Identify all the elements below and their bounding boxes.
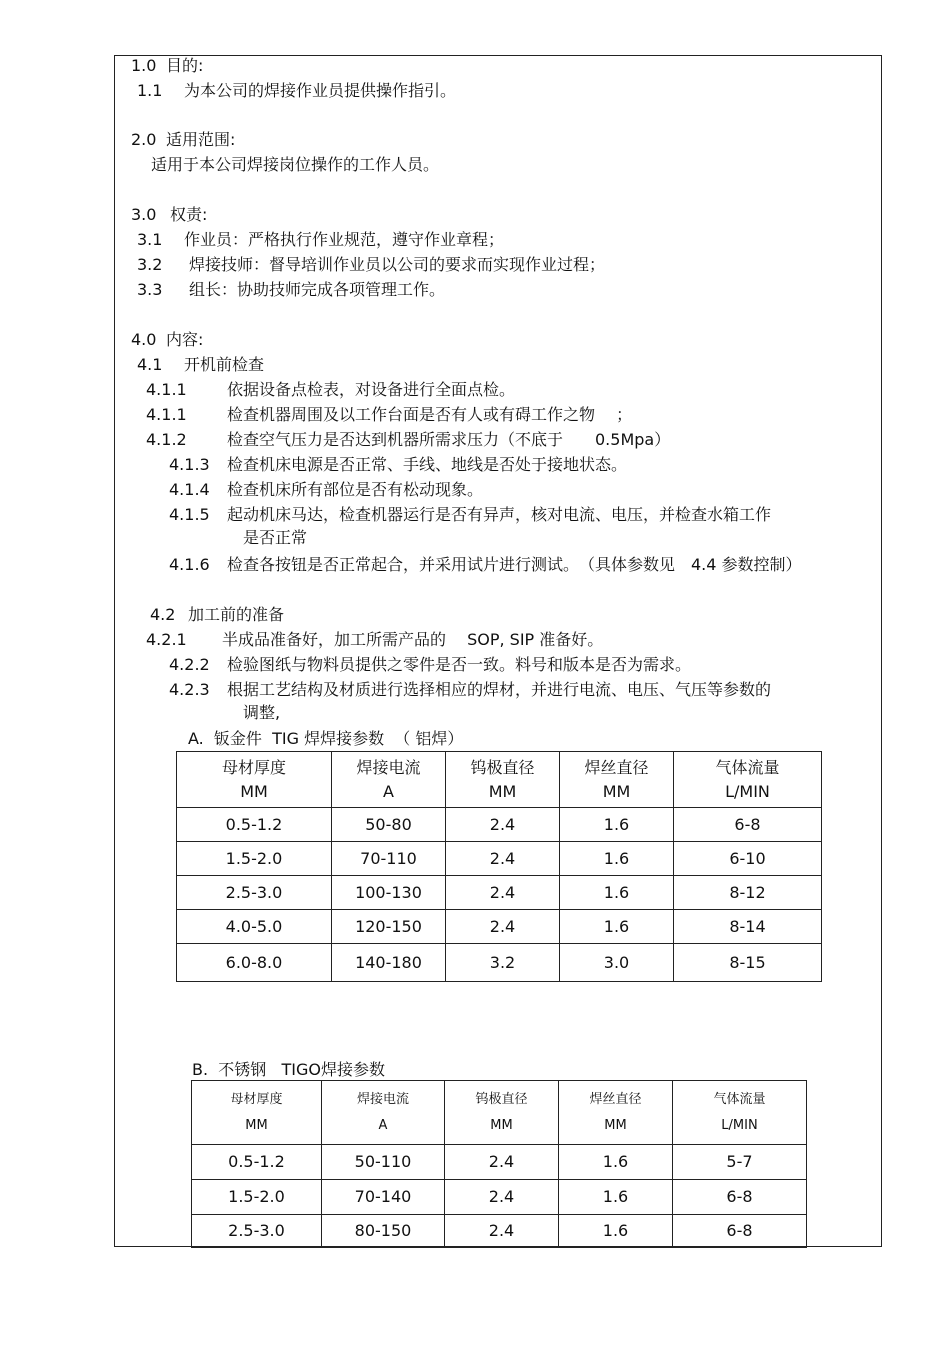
item-4-1-2-number: 4.1.2 [146,430,187,449]
table-cell: 1.5-2.0 [177,842,332,876]
subsection-4-2-number: 4.2 [150,605,176,624]
table-cell: 8-14 [674,910,822,944]
table-cell: 50-80 [332,808,446,842]
section-3-number: 3.0 [131,205,157,224]
item-4-2-3-text: 根据工艺结构及材质进行选择相应的焊材，并进行电流、电压、气压等参数的 [227,680,772,699]
table-cell: 2.4 [446,842,560,876]
table-row [177,910,822,944]
table-row [192,1180,807,1215]
table-cell: 0.5-1.2 [192,1145,322,1180]
section-2-text: 适用于本公司焊接岗位操作的工作人员。 [151,155,440,174]
section-2-title: 适用范围: [166,130,236,149]
table-cell: 6-8 [674,808,822,842]
table-cell: 2.4 [445,1145,559,1180]
section-2-number: 2.0 [131,130,157,149]
table-cell: 8-12 [674,876,822,910]
table-cell: 70-140 [322,1180,445,1215]
table-cell: 100-130 [332,876,446,910]
section-4-title: 内容: [166,330,204,349]
item-4-1-5-text-cont: 是否正常 [243,528,308,547]
item-4-1-1b-text: 检查机器周围及以工作台面是否有人或有碍工作之物 ； [227,405,633,424]
table-cell: 2.4 [445,1215,559,1248]
item-1-1-number: 1.1 [137,81,163,100]
table-header-row [177,752,822,808]
table-cell: 1.6 [560,876,674,910]
table-row [192,1215,807,1248]
table-cell: 1.6 [559,1145,673,1180]
item-4-2-3-text-cont: 调整, [243,703,281,722]
item-4-1-4-text: 检查机床所有部位是否有松动现象。 [227,480,484,499]
item-4-1-1a-text: 依据设备点检表，对设备进行全面点检。 [227,380,516,399]
header-wire-diameter: 焊丝直径 MM [559,1081,673,1145]
table-cell: 6-8 [673,1215,807,1248]
item-4-2-1-number: 4.2.1 [146,630,187,649]
item-4-2-2-text: 检验图纸与物料员提供之零件是否一致。料号和版本是否为需求。 [227,655,692,674]
item-4-1-1a-number: 4.1.1 [146,380,187,399]
table-header-row [192,1081,807,1145]
item-4-2-1-text: 半成品准备好，加工所需产品的 SOP, SIP 准备好。 [222,630,604,649]
header-wire-diameter: 焊丝直径 MM [560,752,674,808]
table-cell: 2.4 [446,910,560,944]
item-3-3-number: 3.3 [137,280,163,299]
table-cell: 70-110 [332,842,446,876]
tig-stainless-params-table [191,1080,807,1248]
table-cell: 2.5-3.0 [177,876,332,910]
item-3-1-text: 作业员：严格执行作业规范，遵守作业章程； [184,230,505,249]
table-cell: 2.5-3.0 [192,1215,322,1248]
table-cell: 6-10 [674,842,822,876]
table-row [177,944,822,982]
item-4-1-5-text: 起动机床马达，检查机器运行是否有异声，核对电流、电压，并检查水箱工作 [227,505,772,524]
item-4-1-4-number: 4.1.4 [169,480,210,499]
header-current: 焊接电流 A [332,752,446,808]
item-4-1-3-text: 检查机床电源是否正常、手线、地线是否处于接地状态。 [227,455,628,474]
header-gas-flow: 气体流量 L/MIN [674,752,822,808]
header-tungsten-diameter: 钨极直径 MM [445,1081,559,1145]
item-4-2-3-number: 4.2.3 [169,680,210,699]
table-cell: 120-150 [332,910,446,944]
table-cell: 2.4 [445,1180,559,1215]
item-3-1-number: 3.1 [137,230,163,249]
table-cell: 50-110 [322,1145,445,1180]
header-thickness: 母材厚度 MM [177,752,332,808]
table-cell: 6.0-8.0 [177,944,332,982]
table-cell: 3.0 [560,944,674,982]
item-4-1-5-number: 4.1.5 [169,505,210,524]
subsection-4-1-title: 开机前检查 [184,355,265,374]
table-row [177,876,822,910]
table-cell: 1.6 [560,808,674,842]
table-cell: 6-8 [673,1180,807,1215]
table-cell: 2.4 [446,808,560,842]
table-cell: 1.6 [559,1215,673,1248]
table-cell: 3.2 [446,944,560,982]
item-3-2-number: 3.2 [137,255,163,274]
table-cell: 1.5-2.0 [192,1180,322,1215]
item-4-1-2-text: 检查空气压力是否达到机器所需求压力（不底于 0.5Mpa） [227,430,671,449]
item-4-1-6-number: 4.1.6 [169,555,210,574]
table-cell: 8-15 [674,944,822,982]
item-3-3-text: 组长：协助技师完成各项管理工作。 [189,280,446,299]
section-1-title: 目的: [166,56,204,75]
item-4-1-1b-number: 4.1.1 [146,405,187,424]
item-4-2-2-number: 4.2.2 [169,655,210,674]
subsection-4-1-number: 4.1 [137,355,163,374]
item-4-1-3-number: 4.1.3 [169,455,210,474]
table-cell: 5-7 [673,1145,807,1180]
table-a-caption: A. 钣金件 TIG 焊焊接参数 （ 铝焊） [188,729,464,748]
header-current: 焊接电流 A [322,1081,445,1145]
table-b-caption: B. 不锈钢 TIGO焊接参数 [192,1060,385,1079]
item-4-1-6-text: 检查各按钮是否正常起合，并采用试片进行测试。 （具体参数见 4.4 参数控制） [227,555,802,574]
header-tungsten-diameter: 钨极直径 MM [446,752,560,808]
table-cell: 140-180 [332,944,446,982]
section-4-number: 4.0 [131,330,157,349]
table-cell: 0.5-1.2 [177,808,332,842]
table-cell: 2.4 [446,876,560,910]
table-cell: 4.0-5.0 [177,910,332,944]
header-gas-flow: 气体流量 L/MIN [673,1081,807,1145]
header-thickness: 母材厚度 MM [192,1081,322,1145]
tig-aluminum-params-table [176,751,822,982]
table-row [192,1145,807,1180]
table-cell: 1.6 [559,1180,673,1215]
table-cell: 1.6 [560,842,674,876]
table-row [177,808,822,842]
subsection-4-2-title: 加工前的准备 [188,605,285,624]
table-cell: 80-150 [322,1215,445,1248]
section-3-title: 权责: [170,205,208,224]
table-row [177,842,822,876]
section-1-number: 1.0 [131,56,157,75]
item-1-1-text: 为本公司的焊接作业员提供操作指引。 [184,81,457,100]
table-cell: 1.6 [560,910,674,944]
item-3-2-text: 焊接技师：督导培训作业员以公司的要求而实现作业过程； [189,255,606,274]
